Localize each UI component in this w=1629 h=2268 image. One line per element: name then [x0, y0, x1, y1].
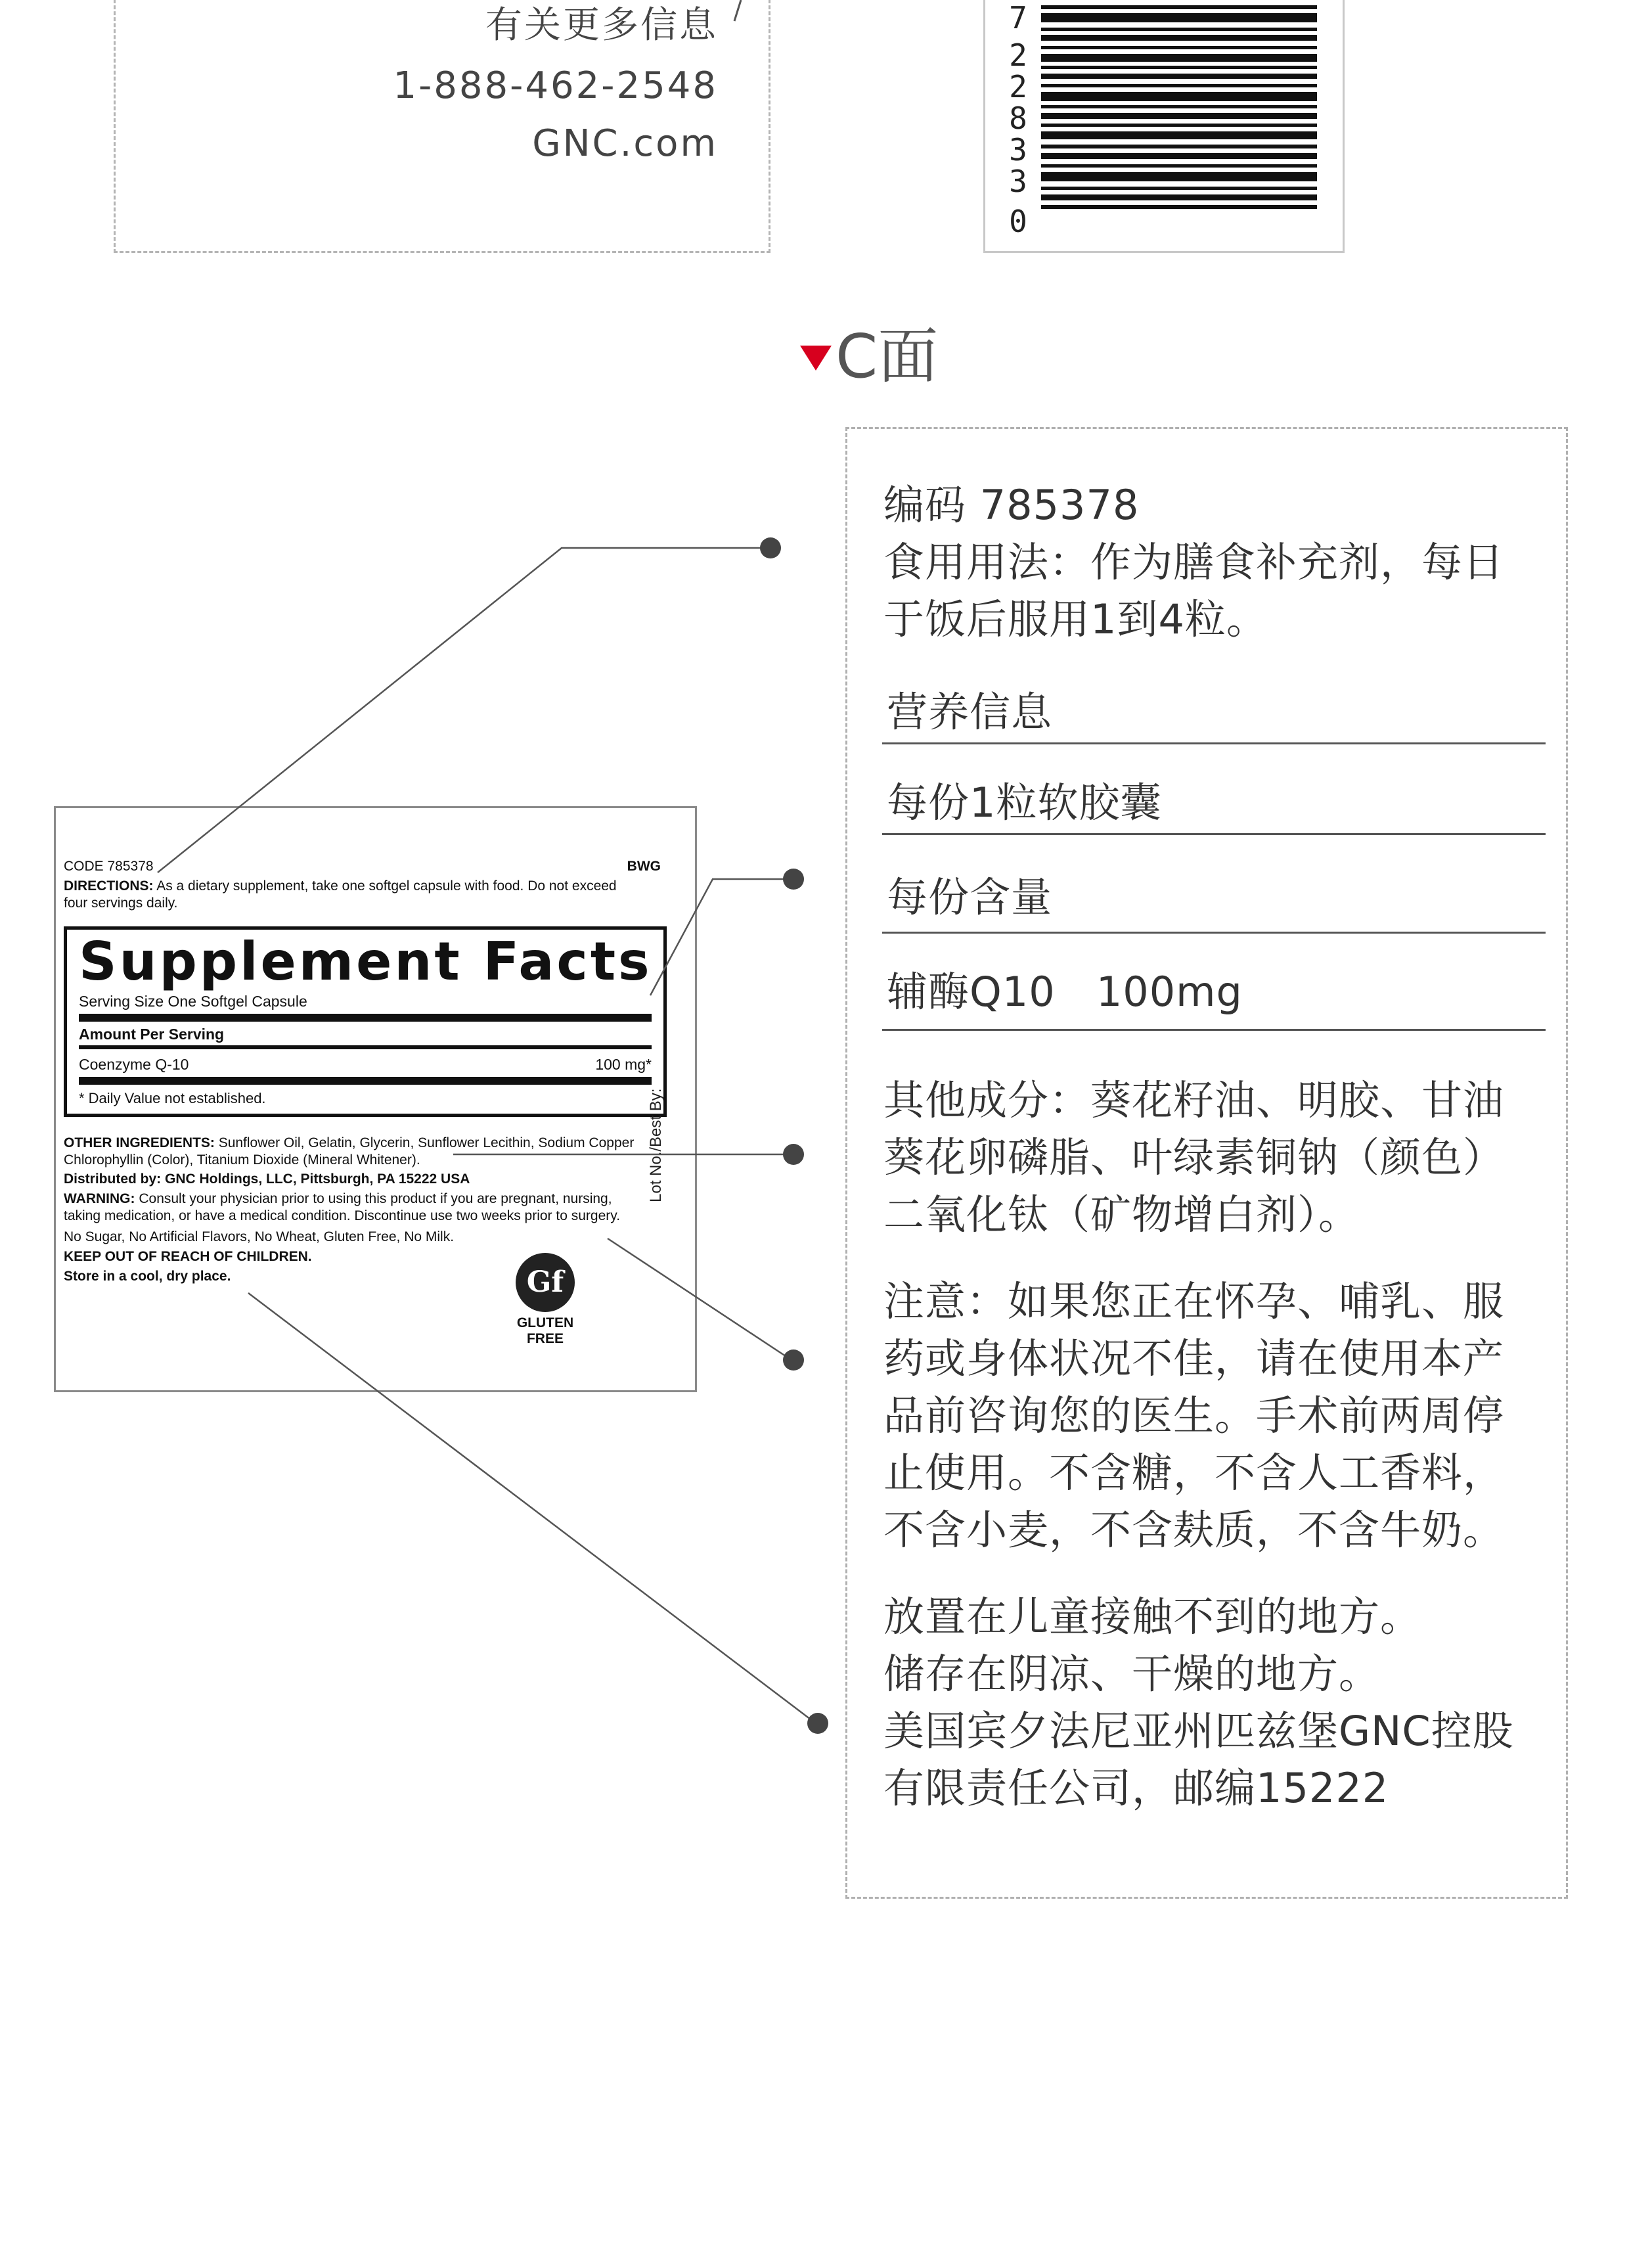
ingredient-amount: 100 mg*	[595, 1056, 652, 1073]
connector-dot-ingredients	[783, 1144, 804, 1165]
info-other-2: 葵花卵磷脂、叶绿素铜钠（颜色）	[883, 1133, 1505, 1181]
distributed-by: Distributed by: GNC Holdings, LLC, Pittsburgh, PA 15222 USA	[64, 1171, 470, 1187]
ingredient-name: Coenzyme Q-10	[79, 1056, 189, 1073]
info-other-3: 二氧化钛（矿物增白剂）。	[883, 1191, 1360, 1238]
info-per-serving: 每份含量	[887, 873, 1053, 921]
more-info-text: 有关更多信息	[485, 4, 718, 47]
daily-value-note: * Daily Value not established.	[79, 1090, 266, 1106]
info-warning-3: 品前咨询您的医生。手术前两周停	[883, 1392, 1505, 1440]
connector-code	[158, 548, 769, 873]
gluten-free-text: GLUTEN FREE	[516, 1315, 574, 1346]
connector-facts	[650, 879, 792, 995]
keep-out-text: KEEP OUT OF REACH OF CHILDREN.	[64, 1249, 312, 1264]
info-storage-1: 放置在儿童接触不到的地方。	[883, 1593, 1422, 1641]
label-code: CODE 785378	[64, 859, 154, 874]
section-title-text: C面	[836, 321, 939, 392]
connector-dot-code	[760, 537, 781, 558]
other-ingredients: OTHER INGREDIENTS: Sunflower Oil, Gelatin, Glycerin, Sunflower Lecithin, Sodium Copper	[64, 1135, 635, 1150]
info-ingredient: 辅酶Q10 100mg	[887, 968, 1243, 1016]
gluten-free-icon: Gf	[516, 1253, 575, 1312]
lot-best-by: Lot No./Best By:	[647, 1088, 665, 1202]
info-serving: 每份1粒软胶囊	[887, 779, 1162, 827]
other-ingredients-cont: Chlorophyllin (Color), Titanium Dioxide (Mineral Whitener).	[64, 1152, 420, 1168]
label-directions: DIRECTIONS: As a dietary supplement, take one softgel capsule with food. Do not exceed	[64, 878, 617, 894]
info-directions-2: 于饭后服用1到4粒。	[883, 595, 1268, 643]
barcode-digit-end: 0	[1009, 204, 1027, 239]
warning-text: WARNING: Consult your physician prior to using this product if you are pregnant, nursing,	[64, 1191, 612, 1206]
info-other-1: 其他成分：葵花籽油、明胶、甘油	[883, 1076, 1505, 1124]
connector-storage	[248, 1293, 816, 1723]
amount-per-serving: Amount Per Serving	[79, 1026, 225, 1043]
warning-text-cont: taking medication, or have a medical condition. Discontinue use two weeks prior to surgery.	[64, 1208, 621, 1223]
info-warning-1: 注意：如果您正在怀孕、哺乳、服	[883, 1277, 1505, 1325]
info-distributor-2: 有限责任公司，邮编15222	[883, 1764, 1389, 1812]
info-warning-2: 药或身体状况不佳，请在使用本产	[883, 1334, 1505, 1382]
connector-dot-facts	[783, 869, 804, 890]
store-text: Store in a cool, dry place.	[64, 1269, 231, 1284]
free-from-text: No Sugar, No Artificial Flavors, No Wheat, Gluten Free, No Milk.	[64, 1229, 455, 1244]
phone-number: 1-888-462-2548	[393, 64, 718, 107]
info-storage-2: 储存在阴凉、干燥的地方。	[883, 1650, 1381, 1698]
supplement-facts-title: Supplement Facts	[79, 931, 652, 992]
info-nutrition-title: 营养信息	[887, 688, 1053, 736]
connector-dot-storage	[807, 1713, 828, 1734]
info-warning-4: 止使用。不含糖，不含人工香料，	[883, 1449, 1505, 1497]
label-directions-cont: four servings daily.	[64, 896, 178, 911]
label-code-right: BWG	[627, 859, 661, 874]
info-code: 编码 785378	[883, 481, 1140, 529]
barcode-digits-middle: 22833	[1009, 37, 1027, 199]
info-distributor-1: 美国宾夕法尼亚州匹兹堡GNC控股	[883, 1707, 1514, 1755]
info-directions-1: 食用用法：作为膳食补充剂，每日	[883, 538, 1505, 586]
connector-warning	[608, 1238, 792, 1360]
connector-dot-warning	[783, 1349, 804, 1371]
serving-size: Serving Size One Softgel Capsule	[79, 993, 307, 1010]
barcode-digit-start: 7	[1009, 0, 1027, 35]
website-text: GNC.com	[532, 122, 718, 165]
info-warning-5: 不含小麦，不含麸质，不含牛奶。	[883, 1506, 1505, 1554]
